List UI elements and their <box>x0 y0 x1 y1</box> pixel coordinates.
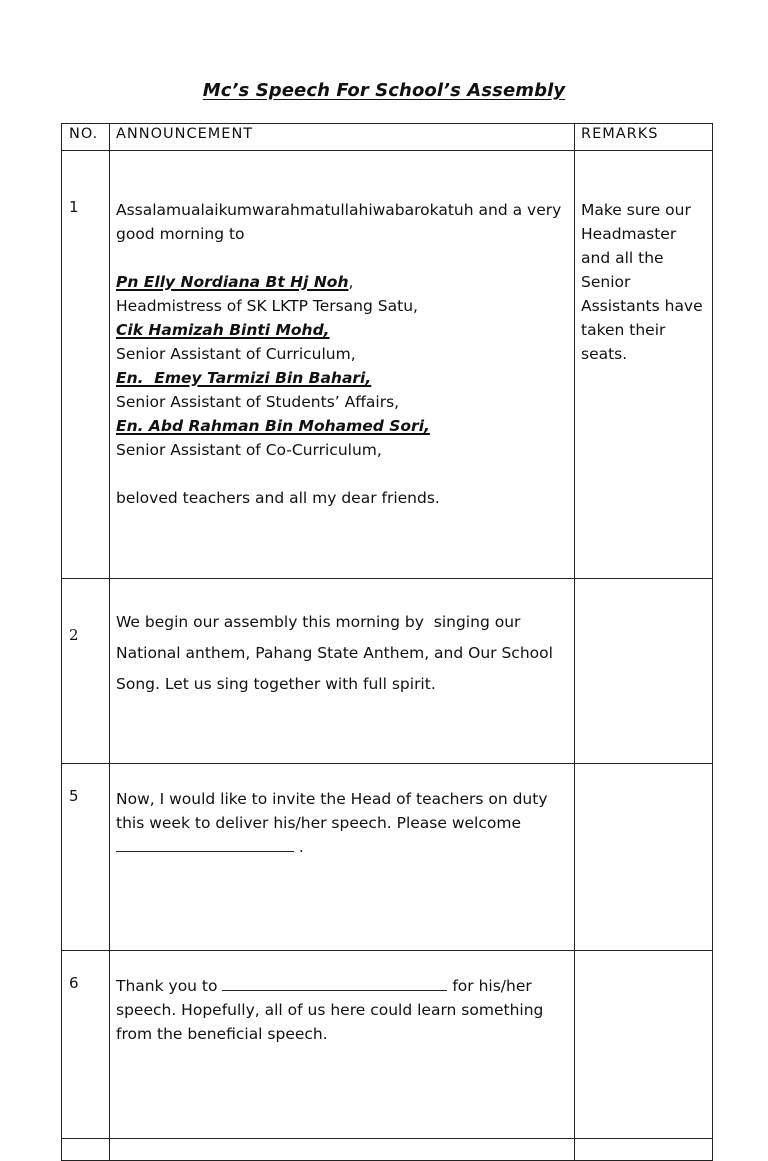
document-title: Mc’s Speech For School’s Assembly <box>202 80 566 101</box>
dignitary-name: En. Abd Rahman Bin Mohamed Sori, <box>116 417 430 435</box>
dignitary-role: Senior Assistant of Students’ Affairs, <box>116 393 400 411</box>
fill-in-blank <box>222 976 447 991</box>
announcement-text-end: . <box>294 838 304 856</box>
dignitary-4 <box>116 414 568 438</box>
announcement-cell <box>110 1139 575 1161</box>
table-row <box>62 151 713 579</box>
remarks-cell <box>575 764 713 951</box>
header-no: NO. <box>62 124 110 151</box>
table-row <box>62 579 713 764</box>
dignitary-name: Cik Hamizah Binti Mohd, <box>116 321 330 339</box>
dignitary-role: Headmistress of SK LKTP Tersang Satu, <box>116 297 418 315</box>
announcement-text: Thank you to <box>116 977 218 995</box>
speech-table <box>61 123 713 1161</box>
remarks-cell <box>575 951 713 1139</box>
name-suffix: , <box>348 273 354 291</box>
announcement-text-end: for his/her speech. Hopefully, all of us here could learn something from the beneficial speech. <box>116 977 544 1043</box>
row-number: 6 <box>62 951 110 1139</box>
dignitary-name: Pn Elly Nordiana Bt Hj Noh <box>116 273 349 291</box>
header-remarks: REMARKS <box>575 124 713 151</box>
fill-in-blank <box>116 837 294 852</box>
row-number: 1 <box>62 151 110 579</box>
row-number: 2 <box>62 579 110 764</box>
table-row <box>62 764 713 951</box>
closing-text: beloved teachers and all my dear friends. <box>116 489 440 507</box>
table-row <box>62 951 713 1139</box>
dignitary-role: Senior Assistant of Curriculum, <box>116 345 356 363</box>
greeting-text: Assalamualaikumwarahmatullahiwabarokatuh and a very good morning to <box>116 201 562 243</box>
dignitary-3 <box>116 366 568 390</box>
remarks-cell <box>575 1139 713 1161</box>
dignitary-2 <box>116 318 568 342</box>
dignitary-name: En. Emey Tarmizi Bin Bahari, <box>116 369 372 387</box>
table-header-row <box>62 124 713 151</box>
dignitary-1 <box>116 270 568 294</box>
announcement-cell: We begin our assembly this morning by singing our National anthem, Pahang State Anthem, and Our School Song. Let us sing together with full spirit. <box>110 579 575 764</box>
row-number <box>62 1139 110 1161</box>
remarks-cell <box>575 579 713 764</box>
dignitary-role: Senior Assistant of Co-Curriculum, <box>116 441 382 459</box>
row-number: 5 <box>62 764 110 951</box>
announcement-cell <box>110 151 575 579</box>
table-row <box>62 1139 713 1161</box>
announcement-cell <box>110 951 575 1139</box>
announcement-text: Now, I would like to invite the Head of teachers on duty this week to deliver his/her speech. Please welcome <box>116 790 548 832</box>
header-announcement: ANNOUNCEMENT <box>110 124 575 151</box>
remarks-cell: Make sure our Headmaster and all the Senior Assistants have taken their seats. <box>575 151 713 579</box>
announcement-cell <box>110 764 575 951</box>
